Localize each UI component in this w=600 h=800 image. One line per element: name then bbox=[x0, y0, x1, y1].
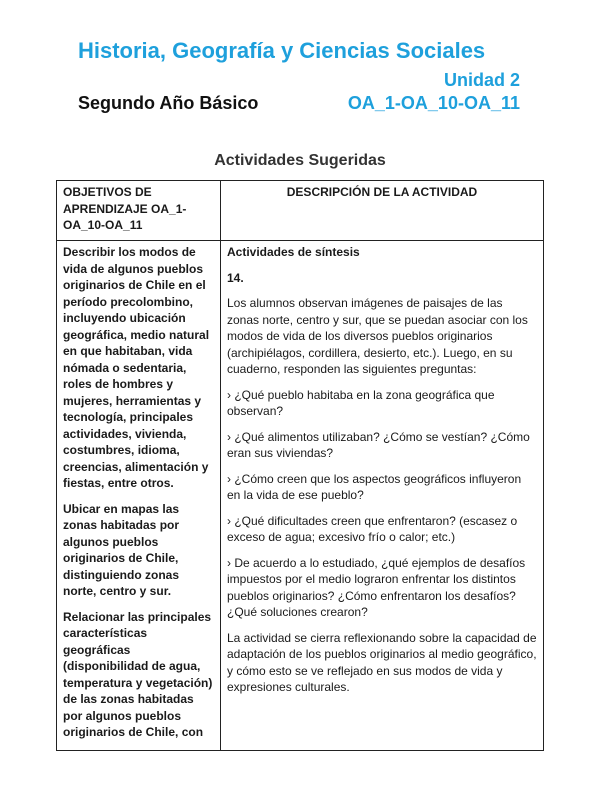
table-header-row bbox=[57, 181, 544, 241]
activity-question: › ¿Qué alimentos utilizaban? ¿Cómo se vestían? ¿Cómo eran sus viviendas? bbox=[227, 429, 530, 460]
activity-heading: Actividades de síntesis bbox=[227, 245, 360, 259]
objectives-column-header: OBJETIVOS DE APRENDIZAJE OA_1-OA_10-OA_11 bbox=[57, 181, 221, 241]
objective-item: Relacionar las principales características geográficas (disponibilidad de agua, temperatura y vegetación) de las zonas habitadas por algunos pueblos originarios de Chile, con bbox=[63, 609, 213, 739]
subject-title: Historia, Geografía y Ciencias Sociales bbox=[78, 38, 486, 63]
unit-label: Unidad 2 bbox=[443, 70, 520, 90]
activity-question: › ¿Qué dificultades creen que enfrentaron? (escasez o exceso de agua; excesivo frío o calor; etc.) bbox=[227, 513, 518, 544]
activities-table bbox=[56, 180, 544, 751]
grade-label: Segundo Año Básico bbox=[78, 93, 259, 113]
objectives-code: OA_1-OA_10-OA_11 bbox=[347, 93, 520, 113]
activity-question: › ¿Qué pueblo habitaba en la zona geográfica que observan? bbox=[227, 387, 495, 418]
activity-closing: La actividad se cierra reflexionando sobre la capacidad de adaptación de los pueblos originarios al medio geográfico, y cómo esto se ve reflejado en sus modos de vida y expresiones culturales. bbox=[227, 630, 537, 694]
activity-paragraph: Los alumnos observan imágenes de paisajes de las zonas norte, centro y sur, que se puedan asociar con los modos de vida de los diversos pueblos originarios (archipiélagos, cordillera, desierto, etc.). Luego, en su cuaderno, responden las siguientes preguntas: bbox=[227, 296, 528, 376]
activity-question: › ¿Cómo creen que los aspectos geográficos influyeron en la vida de ese pueblo? bbox=[227, 471, 522, 502]
objective-item: Ubicar en mapas las zonas habitadas por algunos pueblos originarios de Chile, distinguiendo zonas norte, centro y sur. bbox=[63, 501, 180, 598]
description-column-header: DESCRIPCIÓN DE LA ACTIVIDAD bbox=[221, 181, 544, 241]
objective-item: Describir los modos de vida de algunos pueblos originarios de Chile en el período precolombino, incluyendo ubicación geográfica, medio natural en que habitaban, vida nómada o sedentaria, roles de hombres y mujeres, herramientas y tecnología, principales actividades, vivienda, costumbres, idioma, creencias, alimentación y fiestas, entre otros. bbox=[63, 245, 210, 490]
objectives-cell bbox=[57, 241, 221, 751]
activity-question: › De acuerdo a lo estudiado, ¿qué ejemplos de desafíos impuestos por el medio lograron enfrentar los distintos pueblos originarios? ¿Cómo enfrentaron los desafíos? ¿Qué soluciones crearon? bbox=[227, 555, 526, 619]
activity-number: 14. bbox=[227, 270, 244, 285]
description-cell bbox=[221, 241, 544, 751]
table-row bbox=[57, 241, 544, 751]
section-title: Actividades Sugeridas bbox=[214, 152, 386, 169]
